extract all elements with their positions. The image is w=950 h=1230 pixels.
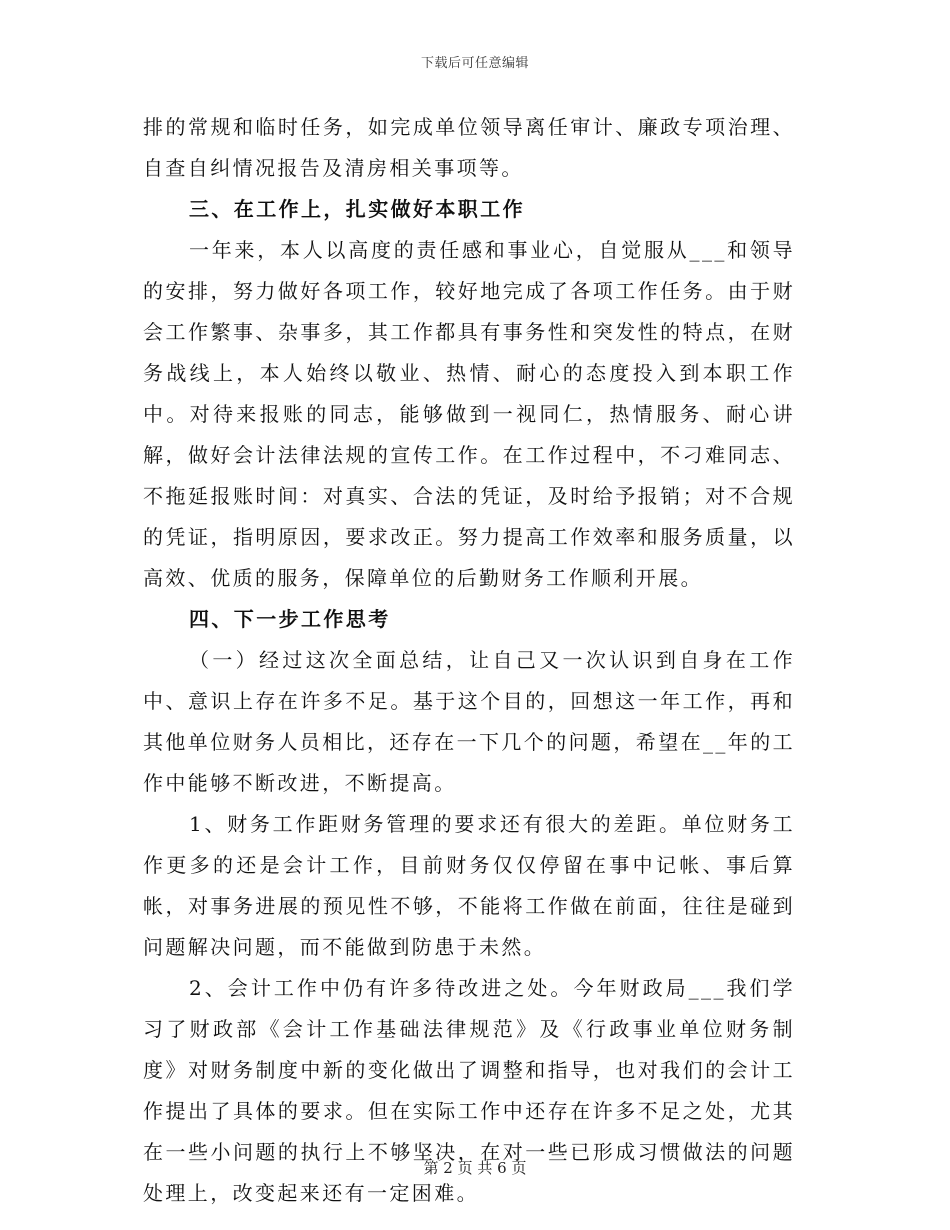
document-body (143, 107, 795, 1214)
paragraph-issue-2: 2、会计工作中仍有许多待改进之处。今年财政局___我们学习了财政部《会计工作基础法律规范》及《行政事业单位财务制度》对财务制度中新的变化做出了调整和指导，也对我们的会计工作提出了具体的要求。但在实际工作中还存在许多不足之处，尤其在一些小问题的执行上不够坚决，在对一些已形成习惯做法的问题处理上，改变起来还有一定困难。 (143, 976, 795, 1205)
paragraph-reflection: （一）经过这次全面总结，让自己又一次认识到自身在工作中、意识上存在许多不足。基于这个目的，回想这一年工作，再和其他单位财务人员相比，还存在一下几个的问题，希望在__年的工作中能够不断改进，不断提高。 (143, 648, 795, 795)
section-heading-4: 四、下一步工作思考 (189, 607, 391, 631)
section-heading-3: 三、在工作上，扎实做好本职工作 (189, 197, 525, 221)
page-number: 第 2 页 共 6 页 (423, 1159, 527, 1177)
paragraph-issue-1: 1、财务工作距财务管理的要求还有很大的差距。单位财务工作更多的还是会计工作，目前财务仅仅停留在事中记帐、事后算帐，对事务进展的预见性不够，不能将工作做在前面，往往是碰到问题解决问题，而不能做到防患于未然。 (143, 812, 795, 959)
page-header-note: 下载后可任意编辑 (420, 56, 529, 71)
paragraph-duties: 一年来，本人以高度的责任感和事业心，自觉服从___和领导的安排，努力做好各项工作，较好地完成了各项工作任务。由于财会工作繁事、杂事多，其工作都具有事务性和突发性的特点，在财务战线上，本人始终以敬业、热情、耐心的态度投入到本职工作中。对待来报账的同志，能够做到一视同仁，热情服务、耐心讲解，做好会计法律法规的宣传工作。在工作过程中，不刁难同志、不拖延报账时间：对真实、合法的凭证，及时给予报销；对不合规的凭证，指明原因，要求改正。努力提高工作效率和服务质量，以高效、优质的服务，保障单位的后勤财务工作顺利开展。 (143, 238, 795, 590)
paragraph-continuation: 排的常规和临时任务，如完成单位领导离任审计、廉政专项治理、自查自纠情况报告及清房相关事项等。 (143, 115, 795, 180)
